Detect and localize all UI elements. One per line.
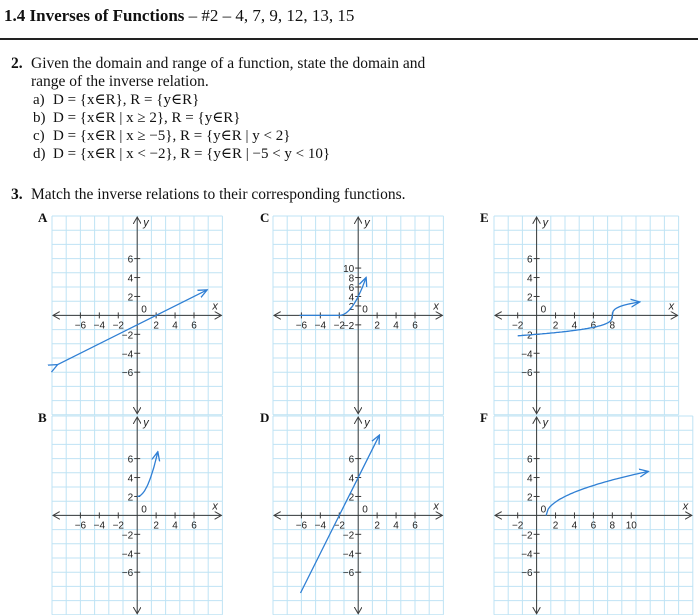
x-tick-label: 4: [393, 520, 399, 532]
graph-d: [273, 416, 443, 615]
y-tick-label: −4: [521, 349, 533, 361]
graph-c: [273, 216, 443, 415]
curve: [546, 472, 647, 516]
part-b: [33, 110, 241, 127]
x-tick-label: 8: [609, 520, 616, 532]
graph-a: [52, 216, 222, 415]
x-tick-label: −4: [93, 320, 106, 332]
y-axis-label: y: [364, 417, 370, 429]
x-tick-label: 2: [153, 320, 159, 332]
graph-label-c: C: [260, 210, 270, 225]
x-tick-label: −6: [74, 320, 87, 332]
y-tick-label: −2: [521, 330, 533, 342]
x-axis-label: x: [668, 300, 675, 313]
y-tick-label: −6: [121, 368, 134, 380]
problem-list: – #2 – 4, 7, 9, 12, 13, 15: [184, 6, 355, 25]
part-text: D = {x∈R | x < −2}, R = {y∈R | −5 < y < 10}: [53, 146, 331, 162]
y-axis-label: y: [143, 217, 149, 229]
y-tick-label: 6: [527, 454, 533, 466]
question-3: [11, 186, 405, 203]
x-tick-label: 4: [172, 320, 178, 332]
x-tick-label: −6: [295, 520, 308, 532]
y-tick-label: 4: [348, 292, 355, 304]
section-title: 1.4 Inverses of Functions: [4, 6, 185, 25]
x-axis-label: x: [433, 300, 439, 313]
graph-label-d: D: [260, 410, 270, 425]
y-tick-label: −2: [121, 330, 134, 342]
x-tick-label: 8: [609, 320, 616, 332]
x-tick-label: 4: [571, 320, 578, 332]
x-tick-label: 4: [571, 520, 578, 532]
origin-label: 0: [540, 304, 547, 316]
question-number: 3.: [11, 186, 23, 203]
y-tick-label: −6: [342, 568, 355, 580]
y-tick-label: −6: [121, 568, 134, 580]
x-tick-label: −2: [333, 520, 345, 532]
x-axis-label: x: [212, 500, 218, 513]
y-axis-label: y: [364, 217, 370, 229]
y-tick-label: 4: [527, 473, 533, 485]
x-tick-label: −4: [314, 520, 327, 532]
y-tick-label: −6: [521, 368, 533, 380]
x-tick-label: 10: [625, 520, 637, 532]
question-2-line2: range of the inverse relation.: [31, 73, 209, 90]
y-tick-label: −4: [121, 349, 134, 361]
curve: [518, 302, 639, 336]
part-text: D = {x∈R}, R = {y∈R}: [53, 92, 200, 108]
y-tick-label: 6: [127, 254, 134, 266]
part-label: c): [33, 128, 45, 144]
y-tick-label: 2: [527, 492, 533, 504]
y-tick-label: 6: [127, 454, 134, 466]
question-text: Given the domain and range of a function, state the domain and: [31, 55, 426, 72]
part-label: a): [33, 92, 45, 108]
y-tick-label: 2: [527, 292, 533, 304]
x-axis-label: x: [212, 300, 218, 313]
question-2: [11, 55, 425, 72]
part-a: [33, 92, 199, 109]
y-tick-label: 10: [343, 264, 355, 276]
y-tick-label: 2: [127, 292, 134, 304]
y-tick-label: 2: [348, 301, 355, 313]
y-tick-label: −2: [121, 530, 134, 542]
page-title: [4, 6, 354, 26]
part-text: D = {x∈R | x ≥ −5}, R = {y∈R | y < 2}: [53, 128, 291, 144]
x-tick-label: 6: [412, 520, 418, 532]
graph-label-a: A: [38, 210, 48, 225]
y-tick-label: −2: [521, 530, 533, 542]
x-tick-label: 2: [374, 520, 380, 532]
y-tick-label: 6: [348, 283, 355, 294]
x-tick-label: −2: [511, 520, 524, 532]
x-tick-label: −2: [333, 320, 345, 332]
title-divider: [0, 38, 698, 40]
part-text: D = {x∈R | x ≥ 2}, R = {y∈R}: [53, 110, 241, 126]
graph-f: [494, 416, 693, 615]
y-tick-label: −4: [121, 549, 134, 561]
y-tick-label: −4: [521, 549, 533, 561]
part-label: b): [33, 110, 46, 126]
y-tick-label: 8: [348, 273, 355, 285]
x-tick-label: 6: [191, 320, 197, 332]
x-tick-label: 6: [590, 520, 597, 532]
x-tick-label: −2: [511, 320, 524, 332]
x-tick-label: −2: [112, 320, 124, 332]
x-tick-label: 2: [153, 520, 159, 532]
part-d: [33, 146, 330, 163]
y-tick-label: 2: [127, 492, 134, 504]
graph-e: [494, 216, 679, 415]
question-text: Match the inverse relations to their corresponding functions.: [31, 186, 406, 203]
origin-label: 0: [362, 504, 368, 516]
y-tick-label: 4: [127, 273, 134, 285]
x-axis-label: x: [433, 500, 439, 513]
y-tick-label: 4: [348, 473, 355, 485]
origin-label: 0: [141, 504, 147, 516]
x-tick-label: 6: [412, 320, 418, 332]
graph-b: [52, 416, 222, 615]
y-tick-label: −2: [342, 320, 355, 332]
part-label: d): [33, 146, 46, 162]
graph-label-f: F: [480, 410, 488, 425]
x-axis-label: x: [682, 500, 689, 513]
origin-label: 0: [540, 504, 547, 516]
y-tick-label: −6: [521, 568, 533, 580]
x-tick-label: 2: [552, 320, 559, 332]
x-tick-label: −4: [93, 520, 106, 532]
x-tick-label: 2: [374, 320, 380, 332]
y-tick-label: −2: [342, 530, 355, 542]
y-tick-label: 4: [127, 473, 134, 485]
x-tick-label: −6: [295, 320, 308, 332]
y-tick-label: 6: [527, 254, 533, 266]
graph-label-e: E: [480, 210, 489, 225]
question-number: 2.: [11, 55, 23, 72]
x-tick-label: 2: [552, 520, 559, 532]
y-axis-label: y: [542, 217, 549, 229]
x-tick-label: −4: [314, 320, 327, 332]
x-tick-label: 4: [393, 320, 399, 332]
y-tick-label: −4: [342, 549, 355, 561]
y-axis-label: y: [542, 417, 549, 429]
origin-label: 0: [362, 304, 368, 316]
y-tick-label: 4: [527, 273, 533, 285]
x-tick-label: 6: [590, 320, 597, 332]
x-tick-label: −6: [74, 520, 87, 532]
x-tick-label: 4: [172, 520, 178, 532]
part-c: [33, 128, 290, 145]
curve: [137, 453, 157, 497]
y-tick-label: 6: [348, 454, 355, 466]
graph-label-b: B: [38, 410, 47, 425]
y-tick-label: 2: [348, 492, 355, 504]
origin-label: 0: [141, 304, 147, 316]
x-tick-label: −2: [112, 520, 124, 532]
x-tick-label: 6: [191, 520, 197, 532]
y-axis-label: y: [143, 417, 149, 429]
